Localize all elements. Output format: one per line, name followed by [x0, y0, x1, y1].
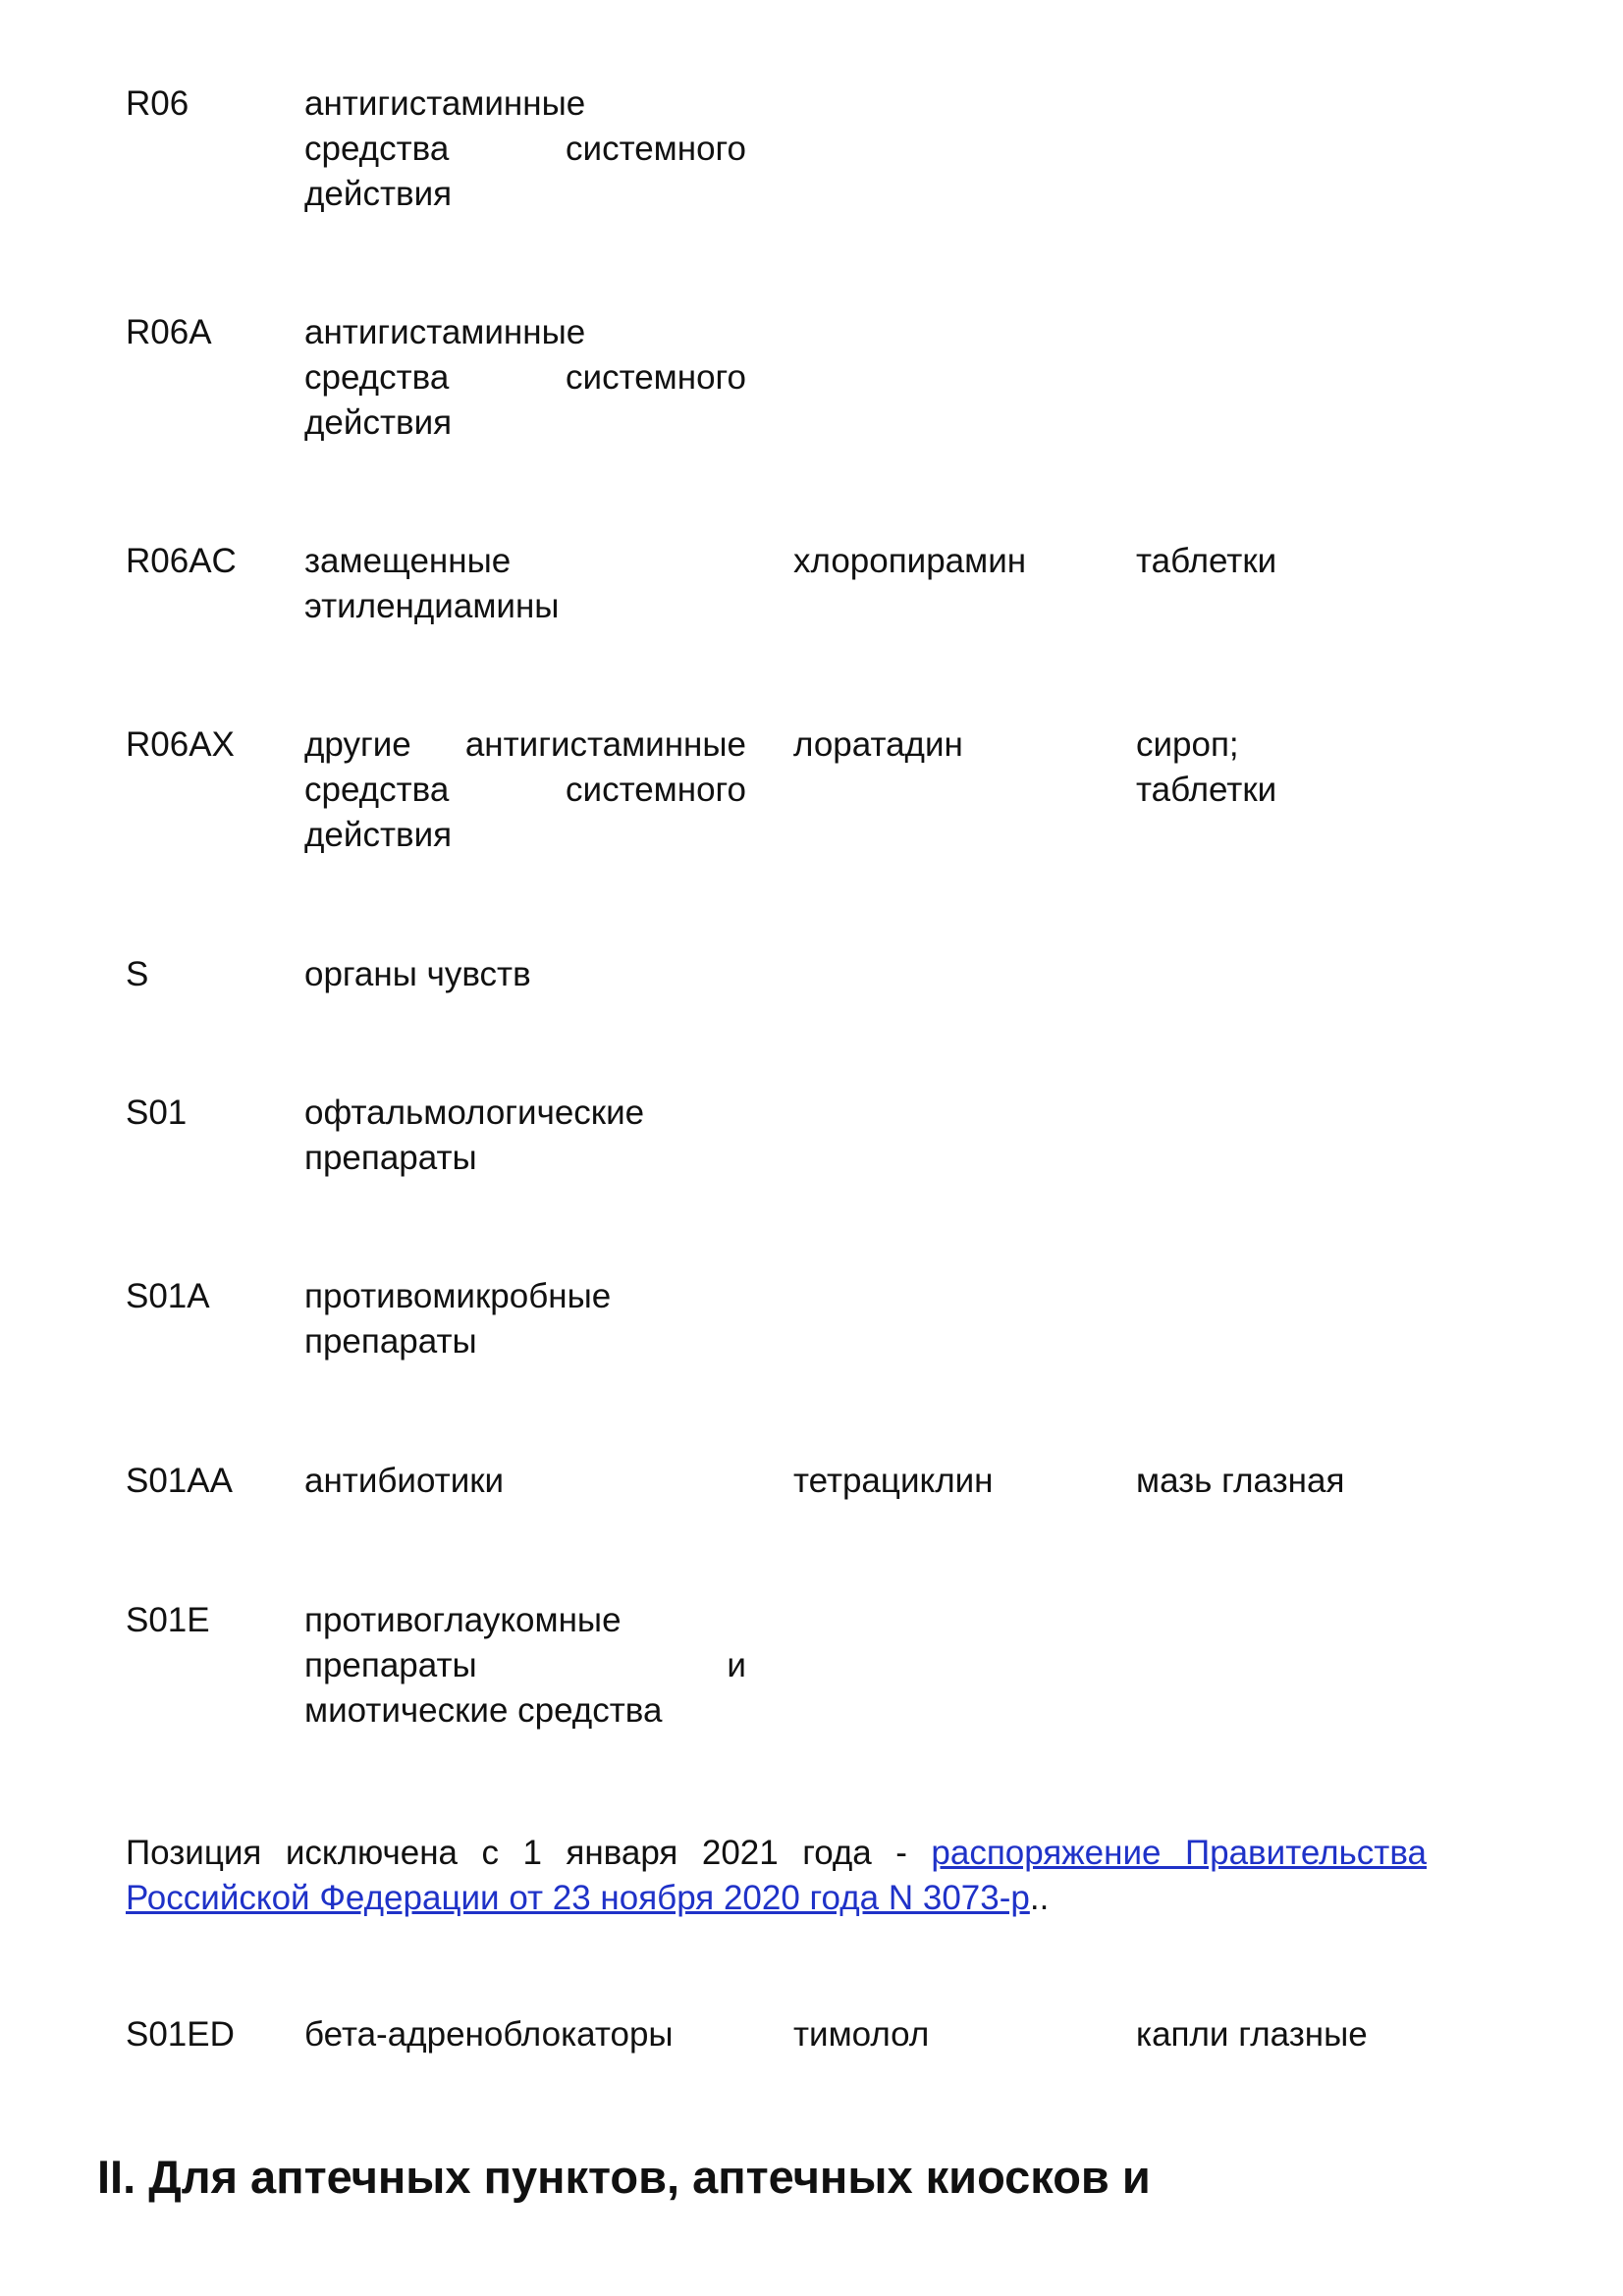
atc-group-name: [304, 2012, 746, 2057]
name-line: противомикробные: [304, 1277, 612, 1315]
name-line: органы чувств: [304, 955, 531, 993]
atc-code: R06AX: [126, 725, 235, 764]
name-line: антигистаминные: [304, 84, 586, 123]
name-line: действия: [304, 403, 453, 442]
name-line: бета-адреноблокаторы: [304, 2015, 674, 2054]
form-line: капли глазные: [1136, 2015, 1368, 2054]
atc-code: S01AA: [126, 1462, 233, 1500]
drug-name: лоратадин: [793, 725, 963, 764]
form-line: сироп;: [1136, 725, 1239, 764]
name-line: препараты: [304, 1322, 477, 1361]
name-line: замещенные: [304, 542, 512, 580]
atc-code: S: [126, 955, 149, 993]
name-line: препараты и: [304, 1646, 746, 1684]
form-line: мазь глазная: [1136, 1462, 1345, 1500]
atc-code: R06: [126, 84, 189, 123]
name-line: антибиотики: [304, 1462, 505, 1500]
dosage-form: [1136, 539, 1460, 584]
name-line: этилендиамины: [304, 587, 560, 625]
section-heading: II. Для аптечных пунктов, аптечных киосков и: [97, 2151, 1151, 2203]
exclusion-note: [126, 1831, 1427, 1921]
name-line: офтальмологические: [304, 1094, 645, 1132]
form-line: таблетки: [1136, 771, 1277, 809]
dosage-form: [1136, 722, 1460, 813]
atc-group-name: [304, 81, 746, 217]
note-trailing-punctuation: ..: [1029, 1879, 1050, 1917]
atc-group-name: [304, 952, 746, 997]
name-line: миотические средства: [304, 1691, 663, 1730]
drug-name: хлоропирамин: [793, 542, 1027, 580]
name-line: средства системного: [304, 130, 746, 168]
atc-group-name: [304, 310, 746, 446]
name-line: средства системного: [304, 771, 746, 809]
name-line: противоглаукомные: [304, 1601, 622, 1639]
name-line: средства системного: [304, 358, 746, 397]
drug-name: тимолол: [793, 2015, 930, 2054]
atc-code: S01: [126, 1094, 188, 1132]
atc-group-name: [304, 1274, 746, 1364]
atc-group-name: [304, 722, 746, 858]
atc-group-name: [304, 1459, 746, 1504]
government-order-link[interactable]: распоряжение Правительства Российской Федерации от 23 ноября 2020 года N 3073-р: [126, 1834, 1427, 1917]
name-line: препараты: [304, 1139, 477, 1177]
note-text: Позиция исключена с 1 января 2021 года -: [126, 1834, 932, 1872]
drug-name: тетрациклин: [793, 1462, 994, 1500]
dosage-form: [1136, 1459, 1460, 1504]
form-line: таблетки: [1136, 542, 1277, 580]
atc-code: R06A: [126, 313, 212, 351]
name-line: действия: [304, 175, 453, 213]
atc-group-name: [304, 1091, 746, 1181]
name-line: антигистаминные: [304, 313, 586, 351]
atc-code: S01ED: [126, 2015, 235, 2054]
name-line: действия: [304, 816, 453, 854]
atc-code: S01E: [126, 1601, 210, 1639]
atc-group-name: [304, 539, 746, 629]
name-line: другие антигистаминные: [304, 725, 746, 764]
atc-code: S01A: [126, 1277, 210, 1315]
dosage-form: [1136, 2012, 1460, 2057]
atc-code: R06AC: [126, 542, 237, 580]
atc-group-name: [304, 1598, 746, 1734]
